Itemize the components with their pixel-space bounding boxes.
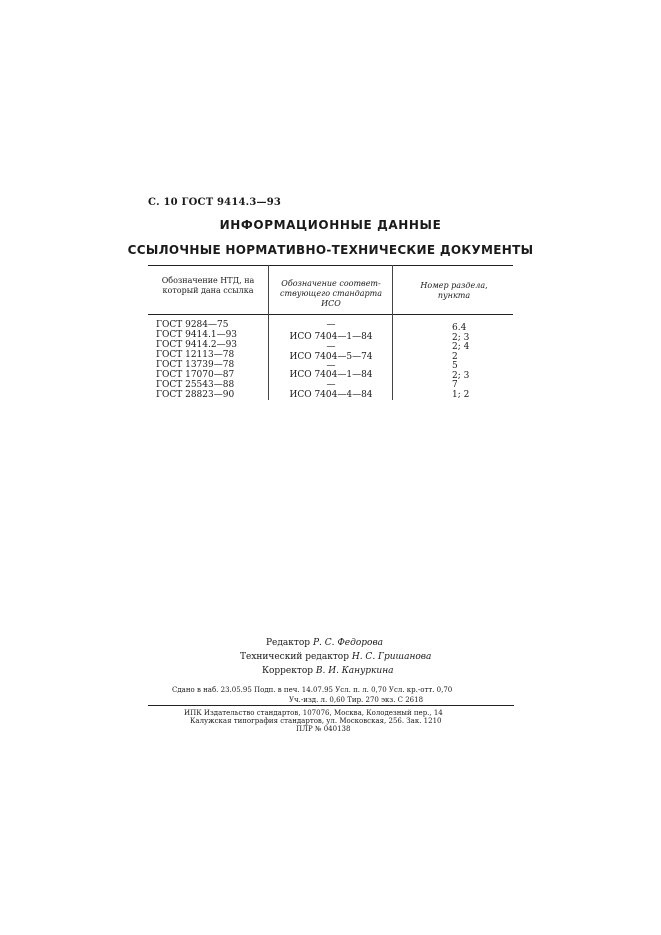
- table-cell-iso: ИСО 7404—1—84: [289, 370, 373, 380]
- credit-editor-label: Редактор: [266, 638, 311, 648]
- credit-editor: [266, 638, 383, 648]
- col-header-section: [394, 281, 514, 301]
- table-cell-iso: ИСО 7404—1—84: [289, 332, 373, 342]
- print-info-line: Сдано в наб. 23.05.95 Подп. в печ. 14.07.95 Усл. п. л. 0,70 Усл. кр.-отт. 0,70: [172, 686, 453, 694]
- table-cell-iso: —: [326, 342, 336, 352]
- table-cell-section: 2; 4: [452, 342, 470, 352]
- table-cell-section: 2; 3: [452, 333, 470, 343]
- credit-tech-editor-name: Н. С. Гришанова: [351, 652, 432, 662]
- col-header-ntd-line: который дана ссылка: [162, 286, 254, 295]
- table-cell-ntd: ГОСТ 17070—87: [156, 370, 235, 380]
- table-cell-section: 2; 3: [452, 371, 470, 381]
- table-cell-ntd: ГОСТ 9414.1—93: [156, 330, 238, 340]
- table-cell-section: 2: [452, 352, 458, 362]
- table-cell-ntd: ГОСТ 9414.2—93: [156, 340, 238, 350]
- table-header-rule: [148, 314, 513, 315]
- table-cell-section: 5: [452, 361, 458, 371]
- col-ntd: [156, 320, 266, 400]
- col-header-iso-line: ИСО: [321, 299, 341, 308]
- table-cell-section: 1; 2: [452, 390, 470, 400]
- table-cell-section: 6.4: [452, 323, 467, 333]
- credit-tech-editor-label: Технический редактор: [240, 652, 349, 662]
- table-cell-section: 7: [452, 380, 458, 390]
- table-cell-ntd: ГОСТ 25543—88: [156, 380, 235, 390]
- print-info-line: Уч.-изд. л. 0,60 Тир. 270 экз. С 2618: [289, 696, 424, 704]
- col-header-iso: [270, 279, 392, 309]
- table-col-divider-1: [268, 265, 269, 400]
- table-cell-iso: —: [326, 361, 336, 371]
- page-header: С. 10 ГОСТ 9414.3—93: [148, 197, 282, 208]
- col-header-section-line: Номер раздела,: [420, 281, 488, 290]
- col-header-ntd-line: Обозначение НТД, на: [161, 276, 255, 285]
- table-cell-ntd: ГОСТ 28823—90: [156, 390, 235, 400]
- document-subtitle: ССЫЛОЧНЫЕ НОРМАТИВНО-ТЕХНИЧЕСКИЕ ДОКУМЕНТЫ: [127, 243, 534, 257]
- col-iso: [276, 320, 386, 404]
- credit-tech-editor: [240, 652, 431, 662]
- table-top-rule: [148, 265, 513, 266]
- table-cell-iso: —: [326, 380, 336, 390]
- table-cell-ntd: ГОСТ 9284—75: [156, 320, 229, 330]
- credit-editor-name: Р. С. Федорова: [312, 638, 384, 648]
- license-line: ПЛР № 040138: [296, 725, 351, 733]
- table-cell-ntd: ГОСТ 13739—78: [156, 360, 235, 370]
- col-header-iso-line: ствующего стандарта: [280, 289, 382, 298]
- col-header-ntd: [148, 276, 268, 296]
- table-col-divider-2: [392, 265, 393, 400]
- table-cell-ntd: ГОСТ 12113—78: [156, 350, 235, 360]
- document-title: ИНФОРМАЦИОННЫЕ ДАННЫЕ: [219, 218, 442, 232]
- print-info-rule: [148, 705, 514, 706]
- col-section: [452, 323, 502, 403]
- table-cell-iso: —: [326, 320, 336, 330]
- credit-corrector-name: В. И. Кануркина: [315, 666, 394, 676]
- credit-corrector-label: Корректор: [262, 666, 314, 676]
- col-header-section-line: пункта: [437, 291, 471, 300]
- col-header-iso-line: Обозначение соответ-: [281, 279, 381, 288]
- table-cell-iso: ИСО 7404—4—84: [289, 390, 373, 400]
- table-cell-iso: ИСО 7404—5—74: [289, 352, 373, 362]
- publisher-line: ИПК Издательство стандартов, 107076, Москва, Колодезный пер., 14: [184, 709, 443, 717]
- credit-corrector: [262, 666, 394, 676]
- printer-line: Калужская типография стандартов, ул. Московская, 256. Зак. 1210: [190, 717, 442, 725]
